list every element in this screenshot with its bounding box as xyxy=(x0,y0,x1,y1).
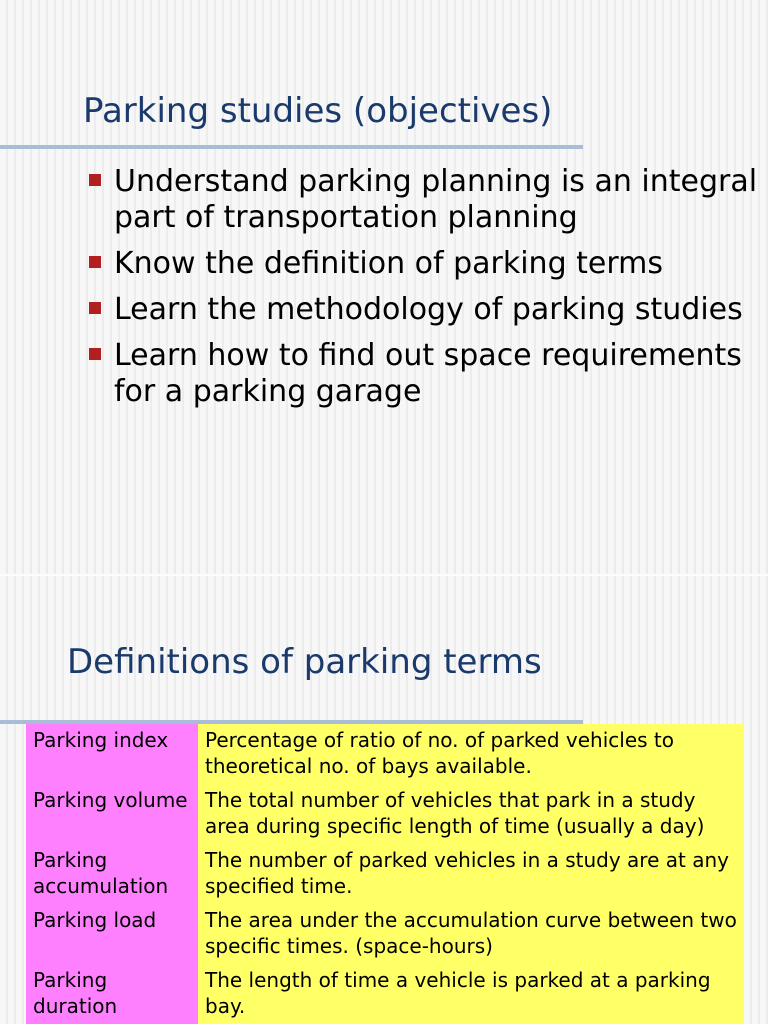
definition-cell: The length of time a vehicle is parked at a parking bay. xyxy=(198,965,744,1024)
bullet-item xyxy=(85,246,765,282)
square-bullet-icon xyxy=(89,348,101,360)
square-bullet-icon xyxy=(89,174,101,186)
definition-cell: The area under the accumulation curve between two specific times. (space-hours) xyxy=(198,905,744,965)
bullet-item xyxy=(85,292,765,328)
term-cell: Parking index xyxy=(26,724,198,785)
objectives-list xyxy=(85,164,765,420)
title-underline xyxy=(0,145,583,149)
square-bullet-icon xyxy=(89,302,101,314)
definition-cell: The total number of vehicles that park in a study area during specific length of time (usually a day) xyxy=(198,785,744,845)
term-cell: Parking accumulation xyxy=(26,845,198,905)
term-cell: Parking duration xyxy=(26,965,198,1024)
term-cell: Parking volume xyxy=(26,785,198,845)
slide-title: Parking studies (objectives) xyxy=(83,91,553,131)
table-row xyxy=(26,724,744,785)
definition-cell: The number of parked vehicles in a study are at any specified time. xyxy=(198,845,744,905)
table-row xyxy=(26,905,744,965)
slide-definitions xyxy=(0,576,768,1024)
bullet-text: Know the definition of parking terms xyxy=(114,246,664,281)
term-cell: Parking load xyxy=(26,905,198,965)
bullet-text: Understand parking planning is an integral part of transportation planning xyxy=(114,164,758,235)
bullet-text: Learn how to find out space requirements for a parking garage xyxy=(114,338,742,409)
square-bullet-icon xyxy=(89,256,101,268)
table-row xyxy=(26,965,744,1024)
bullet-item xyxy=(85,164,765,236)
bullet-text: Learn the methodology of parking studies xyxy=(114,292,743,327)
bullet-item xyxy=(85,338,765,410)
table-row xyxy=(26,785,744,845)
table-row xyxy=(26,845,744,905)
definition-cell: Percentage of ratio of no. of parked vehicles to theoretical no. of bays available. xyxy=(198,724,744,785)
slide-title: Definitions of parking terms xyxy=(67,642,542,682)
definitions-table xyxy=(26,724,744,1024)
